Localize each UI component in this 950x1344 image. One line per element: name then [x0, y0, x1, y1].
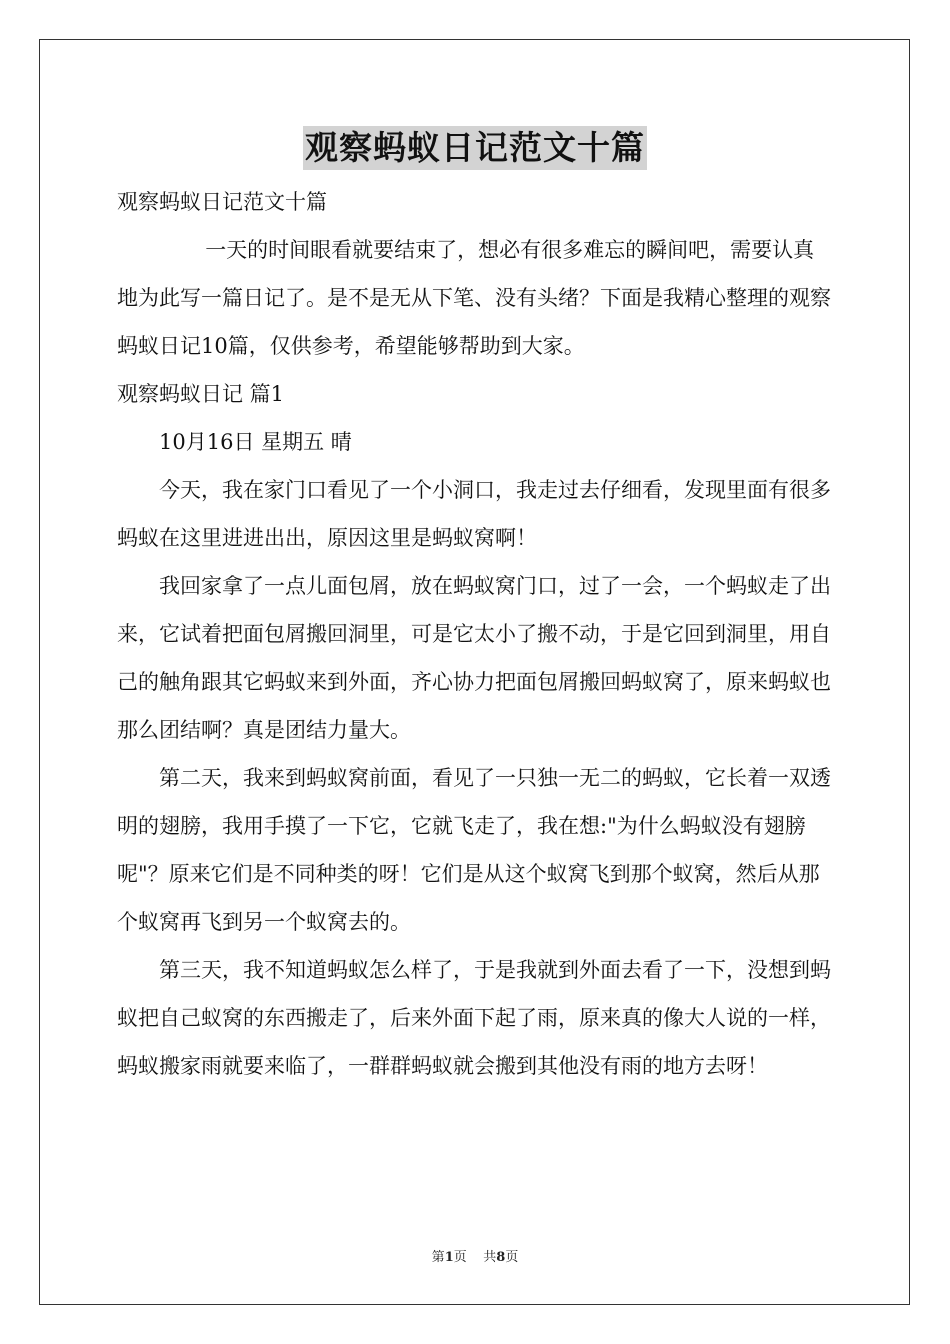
footer-total-pages: 8 — [496, 1250, 506, 1265]
document-subtitle: 观察蚂蚁日记范文十篇 — [117, 190, 327, 214]
footer-current-page: 1 — [444, 1250, 454, 1265]
paragraph-4: 第三天，我不知道蚂蚁怎么样了，于是我就到外面去看了一下，没想到蚂蚁把自己蚁窝的东西搬走了，后来外面下起了雨，原来真的像大人说的一样，蚂蚁搬家雨就要来临了，一群群蚂蚁就会搬到其他没有雨的地方去呀！ — [117, 958, 831, 1078]
paragraph-3: 第二天，我来到蚂蚁窝前面，看见了一只独一无二的蚂蚁，它长着一双透明的翅膀，我用手摸了一下它，它就飞走了，我在想:"为什么蚂蚁没有翅膀呢"？原来它们是不同种类的呀！它们是从这个蚁窝飞到那个蚁窝，然后从那个蚁窝再飞到另一个蚁窝去的。 — [117, 766, 831, 934]
page-footer — [0, 1246, 950, 1265]
document-title: 观察蚂蚁日记范文十篇 — [303, 126, 647, 170]
footer-suffix: 页 — [505, 1250, 519, 1265]
paragraph-1: 今天，我在家门口看见了一个小洞口，我走过去仔细看，发现里面有很多蚂蚁在这里进进出出，原因这里是蚂蚁窝啊！ — [117, 478, 831, 550]
section-heading: 观察蚂蚁日记 篇1 — [117, 382, 285, 406]
footer-prefix: 第 — [431, 1250, 445, 1265]
document-body — [117, 178, 833, 1090]
intro-paragraph: 一天的时间眼看就要结束了，想必有很多难忘的瞬间吧，需要认真地为此写一篇日记了。是不是无从下笔、没有头绪？下面是我精心整理的观察蚂蚁日记10篇，仅供参考，希望能够帮助到大家。 — [117, 238, 831, 358]
diary-date: 10月16日 星期五 晴 — [159, 430, 352, 454]
footer-mid: 页 共 — [453, 1250, 497, 1265]
paragraph-2: 我回家拿了一点儿面包屑，放在蚂蚁窝门口，过了一会，一个蚂蚁走了出来，它试着把面包屑搬回洞里，可是它太小了搬不动，于是它回到洞里，用自己的触角跟其它蚂蚁来到外面，齐心协力把面包屑搬回蚂蚁窝了，原来蚂蚁也那么团结啊？真是团结力量大。 — [117, 574, 831, 742]
title-container — [0, 126, 950, 170]
